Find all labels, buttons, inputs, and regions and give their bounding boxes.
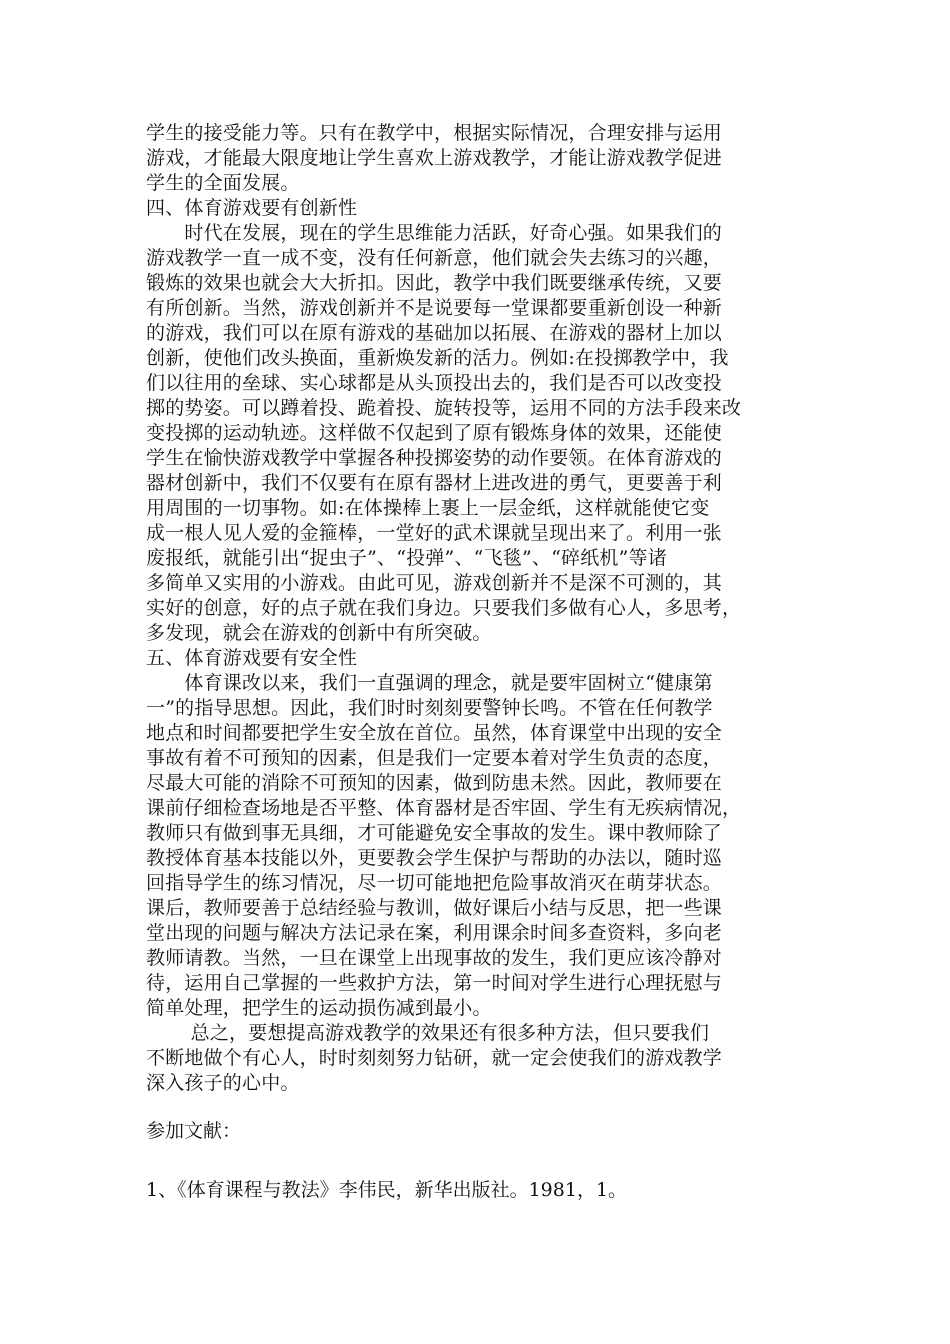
text-line: 学生的全面发展。 xyxy=(146,172,300,194)
text-line: 实好的创意，好的点子就在我们身边。只要我们多做有心人，多思考， xyxy=(146,597,742,619)
text-line: 课前仔细检查场地是否平整、体育器材是否牢固、学生有无疾病情况， xyxy=(146,797,742,819)
text-line: 有所创新。当然，游戏创新并不是说要每一堂课都要重新创设一种新 xyxy=(146,297,723,319)
text-line: 待，运用自己掌握的一些救护方法，第一时间对学生进行心理抚慰与 xyxy=(146,972,723,994)
text-line: 多简单又实用的小游戏。由此可见，游戏创新并不是深不可测的，其 xyxy=(146,572,723,594)
text-line: 地点和时间都要把学生安全放在首位。虽然，体育课堂中出现的安全 xyxy=(146,722,723,744)
text-line: 器材创新中，我们不仅要有在原有器材上进改进的勇气，更要善于利 xyxy=(146,472,723,494)
text-line: 学生的接受能力等。只有在教学中，根据实际情况，合理安排与运用 xyxy=(146,122,723,144)
text-line: 的游戏，我们可以在原有游戏的基础加以拓展、在游戏的器材上加以 xyxy=(146,322,723,344)
text-line: 教师请教。当然，一旦在课堂上出现事故的发生，我们更应该冷静对 xyxy=(146,947,723,969)
text-line: 一”的指导思想。因此，我们时时刻刻要警钟长鸣。不管在任何教学 xyxy=(146,697,713,719)
text-line: 堂出现的问题与解决方法记录在案，利用课余时间多查资料，多向老 xyxy=(146,922,723,944)
text-line: 教授体育基本技能以外，更要教会学生保护与帮助的办法以，随时巡 xyxy=(146,847,723,869)
section-heading: 五、体育游戏要有安全性 xyxy=(146,647,358,669)
references-title: 参加文献： xyxy=(146,1120,242,1142)
text-line: 事故有着不可预知的因素，但是我们一定要本着对学生负责的态度， xyxy=(146,747,723,769)
text-line: 总之，要想提高游戏教学的效果还有很多种方法，但只要我们 xyxy=(146,1022,710,1044)
text-line: 多发现，就会在游戏的创新中有所突破。 xyxy=(146,622,492,644)
text-line: 游戏，才能最大限度地让学生喜欢上游戏教学，才能让游戏教学促进 xyxy=(146,147,723,169)
text-line: 学生在愉快游戏教学中掌握各种投掷姿势的动作要领。在体育游戏的 xyxy=(146,447,723,469)
text-line: 简单处理，把学生的运动损伤减到最小。 xyxy=(146,997,492,1019)
reference-item: 1、《体育课程与教法》李伟民，新华出版社。1981，1。 xyxy=(146,1179,628,1201)
text-line: 时代在发展，现在的学生思维能力活跃，好奇心强。如果我们的 xyxy=(146,222,723,244)
text-line: 锻炼的效果也就会大大折扣。因此，教学中我们既要继承传统，又要 xyxy=(146,272,723,294)
text-line: 教师只有做到事无具细，才可能避免安全事故的发生。课中教师除了 xyxy=(146,822,723,844)
text-line: 创新，使他们改头换面，重新焕发新的活力。例如:在投掷教学中，我 xyxy=(146,347,729,369)
text-line: 课后，教师要善于总结经验与教训，做好课后小结与反思，把一些课 xyxy=(146,897,723,919)
text-line: 变投掷的运动轨迹。这样做不仅起到了原有锻炼身体的效果，还能使 xyxy=(146,422,723,444)
text-line: 体育课改以来，我们一直强调的理念，就是要牢固树立“健康第 xyxy=(146,672,713,694)
section-heading: 四、体育游戏要有创新性 xyxy=(146,197,358,219)
document-body xyxy=(146,121,810,1096)
text-line: 回指导学生的练习情况，尽一切可能地把危险事故消灭在萌芽状态。 xyxy=(146,872,723,894)
text-line: 尽最大可能的消除不可预知的因素，做到防患未然。因此，教师要在 xyxy=(146,772,723,794)
text-line: 深入孩子的心中。 xyxy=(146,1072,300,1094)
text-line: 掷的势姿。可以蹲着投、跪着投、旋转投等，运用不同的方法手段来改 xyxy=(146,397,742,419)
text-line: 用周围的一切事物。如:在体操棒上裹上一层金纸，这样就能使它变 xyxy=(146,497,710,519)
text-line: 废报纸，就能引出“捉虫子”、“投弹”、“飞毯”、“碎纸机”等诸 xyxy=(146,547,667,569)
text-line: 游戏教学一直一成不变，没有任何新意，他们就会失去练习的兴趣， xyxy=(146,247,723,269)
text-line: 们以往用的垒球、实心球都是从头顶投出去的，我们是否可以改变投 xyxy=(146,372,723,394)
text-line: 成一根人见人爱的金箍棒，一堂好的武术课就呈现出来了。利用一张 xyxy=(146,522,723,544)
text-line: 不断地做个有心人，时时刻刻努力钻研，就一定会使我们的游戏教学 xyxy=(146,1047,723,1069)
